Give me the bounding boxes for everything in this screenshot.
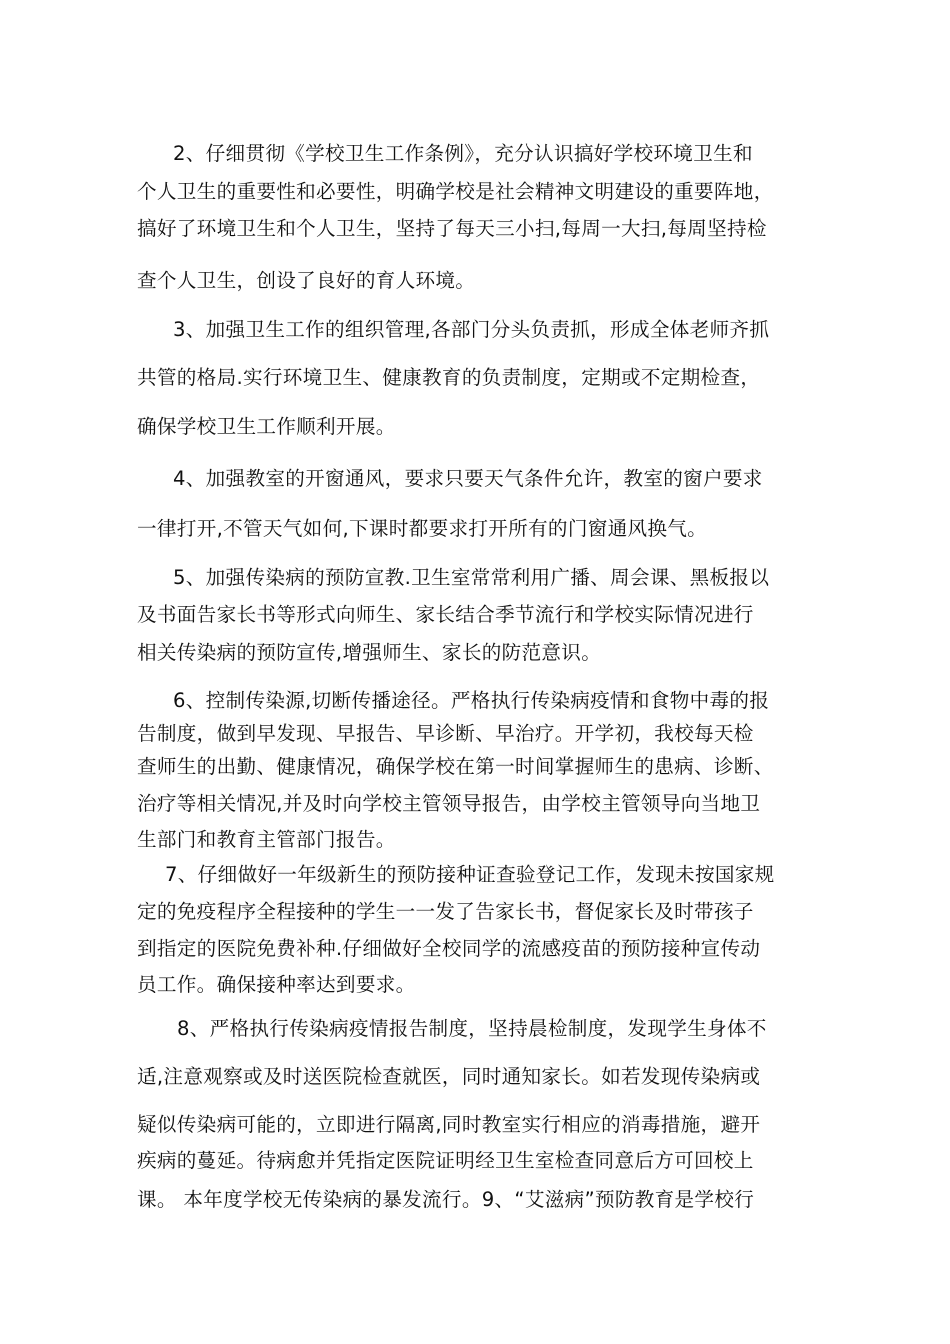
paragraph-5-line-2: 及书面告家长书等形式向师生、家长结合季节流行和学校实际情况进行 xyxy=(137,603,754,626)
paragraph-3-line-3: 确保学校卫生工作顺利开展。 xyxy=(137,415,396,438)
paragraph-8-line-2: 适,注意观察或及时送医院检查就医，同时通知家长。如若发现传染病或 xyxy=(137,1065,761,1088)
paragraph-7-line-4: 员工作。确保接种率达到要求。 xyxy=(137,973,416,996)
paragraph-4-line-2: 一律打开,不管天气如何,下课时都要求打开所有的门窗通风换气。 xyxy=(137,517,708,540)
paragraph-7-line-1: 7、仔细做好一年级新生的预防接种证查验登记工作，发现未按国家规 xyxy=(165,863,775,886)
paragraph-7-line-3: 到指定的医院免费补种.仔细做好全校同学的流感疫苗的预防接种宣传动 xyxy=(137,937,761,960)
paragraph-5-line-1: 5、加强传染病的预防宣教.卫生室常常利用广播、周会课、黑板报以 xyxy=(173,566,770,589)
paragraph-6-line-4: 治疗等相关情况,并及时向学校主管领导报告，由学校主管领导向当地卫 xyxy=(137,792,761,815)
paragraph-6-line-5: 生部门和教育主管部门报告。 xyxy=(137,828,396,851)
paragraph-2-line-4: 查个人卫生，创设了良好的育人环境。 xyxy=(137,269,476,292)
paragraph-3-line-2: 共管的格局.实行环境卫生、健康教育的负责制度，定期或不定期检查， xyxy=(137,366,761,389)
paragraph-8-line-1: 8、严格执行传染病疫情报告制度，坚持晨检制度，发现学生身体不 xyxy=(177,1017,767,1040)
paragraph-6-line-3: 查师生的出勤、健康情况，确保学校在第一时间掌握师生的患病、诊断、 xyxy=(137,755,774,778)
paragraph-2-line-3: 搞好了环境卫生和个人卫生，坚持了每天三小扫,每周一大扫,每周坚持检 xyxy=(137,217,767,240)
paragraph-3-line-1: 3、加强卫生工作的组织管理,各部门分头负责抓，形成全体老师齐抓 xyxy=(173,318,770,341)
paragraph-4-line-1: 4、加强教室的开窗通风，要求只要天气条件允许，教室的窗户要求 xyxy=(173,467,763,490)
paragraph-6-line-2: 告制度，做到早发现、早报告、早诊断、早治疗。开学初，我校每天检 xyxy=(137,722,754,745)
paragraph-5-line-3: 相关传染病的预防宣传,增强师生、家长的防范意识。 xyxy=(137,641,602,664)
paragraph-8-line-4: 疾病的蔓延。待病愈并凭指定医院证明经卫生室检查同意后方可回校上 xyxy=(137,1149,754,1172)
paragraph-8-line-3: 疑似传染病可能的，立即进行隔离,同时教室实行相应的消毒措施，避开 xyxy=(137,1113,761,1136)
paragraph-6-line-1: 6、控制传染源,切断传播途径。严格执行传染病疫情和食物中毒的报 xyxy=(173,689,770,712)
paragraph-2-line-1: 2、仔细贯彻《学校卫生工作条例》，充分认识搞好学校环境卫生和 xyxy=(173,142,753,165)
paragraph-7-line-2: 定的免疫程序全程接种的学生一一发了告家长书，督促家长及时带孩子 xyxy=(137,900,754,923)
paragraph-8-line-5: 课。 本年度学校无传染病的暴发流行。9、“艾滋病”预防教育是学校行 xyxy=(137,1188,755,1211)
paragraph-2-line-2: 个人卫生的重要性和必要性，明确学校是社会精神文明建设的重要阵地， xyxy=(137,180,774,203)
